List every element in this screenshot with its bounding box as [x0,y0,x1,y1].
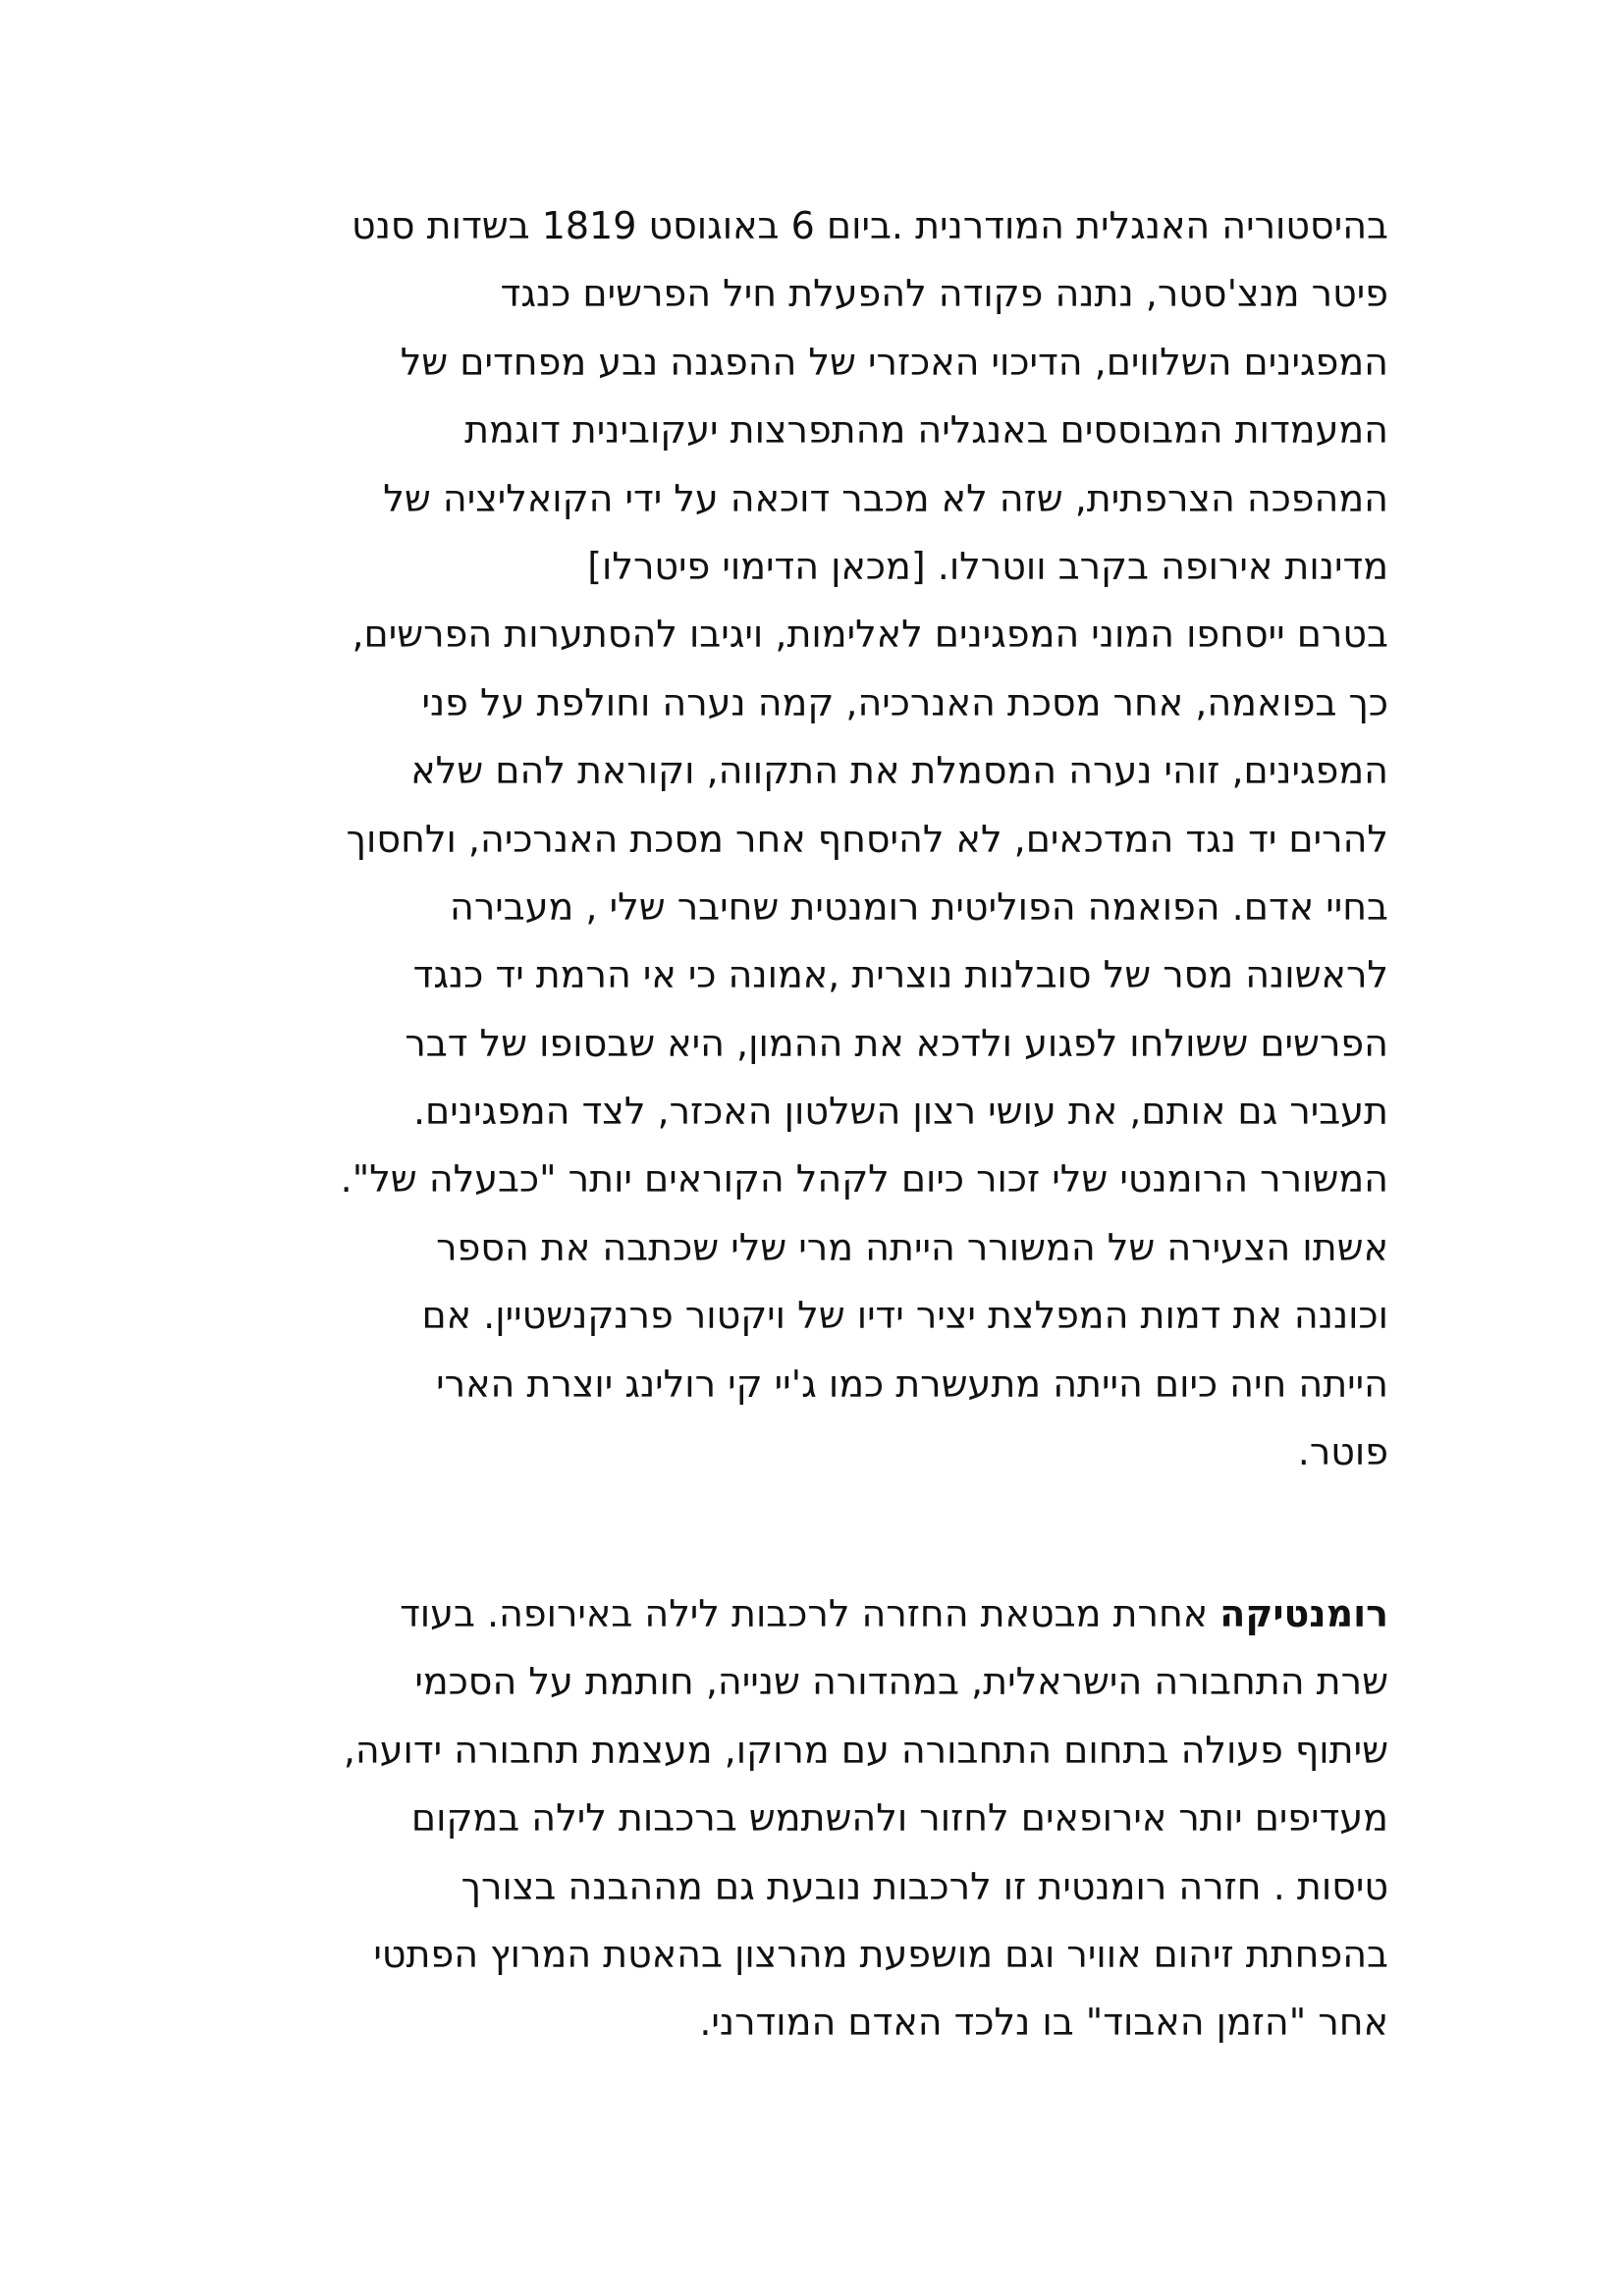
text-line: להרים יד נגד המדכאים, לא להיסחף אחר מסכת האנרכיה, ולחסוך [346,817,1388,861]
text-line: תעביר גם אותם, את עושי רצון השלטון האכזר, לצד המפגינים. [412,1090,1388,1134]
text-line: פיטר מנצ'סטר, נתנה פקודה להפעלת חיל הפרשים כנגד [500,272,1388,316]
text-line: הייתה חיה כיום הייתה מתעשרת כמו ג'יי קי רולינג יוצרת הארי [436,1362,1388,1406]
text-line: שרת התחבורה הישראלית, במהדורה שנייה, חותמת על הסכמי [414,1660,1388,1704]
text-line: פוטר. [1297,1430,1388,1474]
text-line: הפרשים ששולחו לפגוע ולדכא את ההמון, היא שבסופו של דבר [405,1021,1388,1065]
text-line: אשתו הצעירה של המשורר הייתה מרי שלי שכתבה את הספר [436,1225,1388,1269]
text-line: המעמדות המבוססים באנגליה מהתפרצות יעקובינית דוגמת [464,408,1388,453]
text-line: כך בפואמה, אחר מסכת האנרכיה, קמה נערה וחולפת על פני [421,680,1388,724]
text-line: מדינות אירופה בקרב ווטרלו. [מכאן הדימוי פיטרלו] [587,544,1388,588]
bold-lead-word: רומנטיקה [1219,1592,1388,1635]
text-line: המפגינים, זוהי נערה המסמלת את התקווה, וקוראת להם שלא [410,749,1388,793]
text-line: בטרם ייסחפו המוני המפגינים לאלימות, ויגיבו להסתערות הפרשים, [352,613,1388,657]
text-line: שיתוף פעולה בתחום התחבורה עם מרוקו, מעצמת תחבורה ידועה, [343,1728,1388,1772]
text-line: המהפכה הצרפתית, שזה לא מכבר דוכאה על ידי הקואליציה של [383,476,1388,520]
text-line-rest: אחרת מבטאת החזרה לרכבות לילה באירופה. בעוד [400,1592,1220,1635]
text-line: המפגינים השלווים, הדיכוי האכזרי של ההפגנה נבע מפחדים של [400,340,1388,384]
text-line: בהיסטוריה האנגלית המודרנית .ביום 6 באוגוסט 1819 בשדות סנט [352,204,1388,247]
text-line: בהפחתת זיהום אוויר וגם מושפעת מהרצון בהאטת המרוץ הפתטי [373,1932,1388,1976]
paragraph-peterloo [220,192,1388,1486]
text-line: מעדיפים יותר אירופאים לחזור ולהשתמש ברכבות לילה במקום [410,1796,1388,1841]
text-line: אחר "הזמן האבוד" בו נלכד האדם המודרני. [699,2001,1388,2045]
text-line: טיסות . חזרה רומנטית זו לרכבות נובעת גם מההבנה בצורך [460,1864,1388,1908]
text-line: לראשונה מסר של סובלנות נוצרית ,אמונה כי אי הרמת יד כנגד [412,953,1388,997]
text-line: המשורר הרומנטי שלי זכור כיום לקהל הקוראים יותר "כבעלה של". [340,1157,1388,1201]
text-line: בחיי אדם. הפואמה הפוליטית רומנטית שחיבר שלי , מעבירה [450,884,1388,929]
paragraph-night-trains [220,1580,1388,2057]
text-line: וכוננה את דמות המפלצת יציר ידיו של ויקטור פרנקנשטיין. אם [421,1294,1388,1338]
text-line-with-bold-lead [220,1580,1388,1648]
